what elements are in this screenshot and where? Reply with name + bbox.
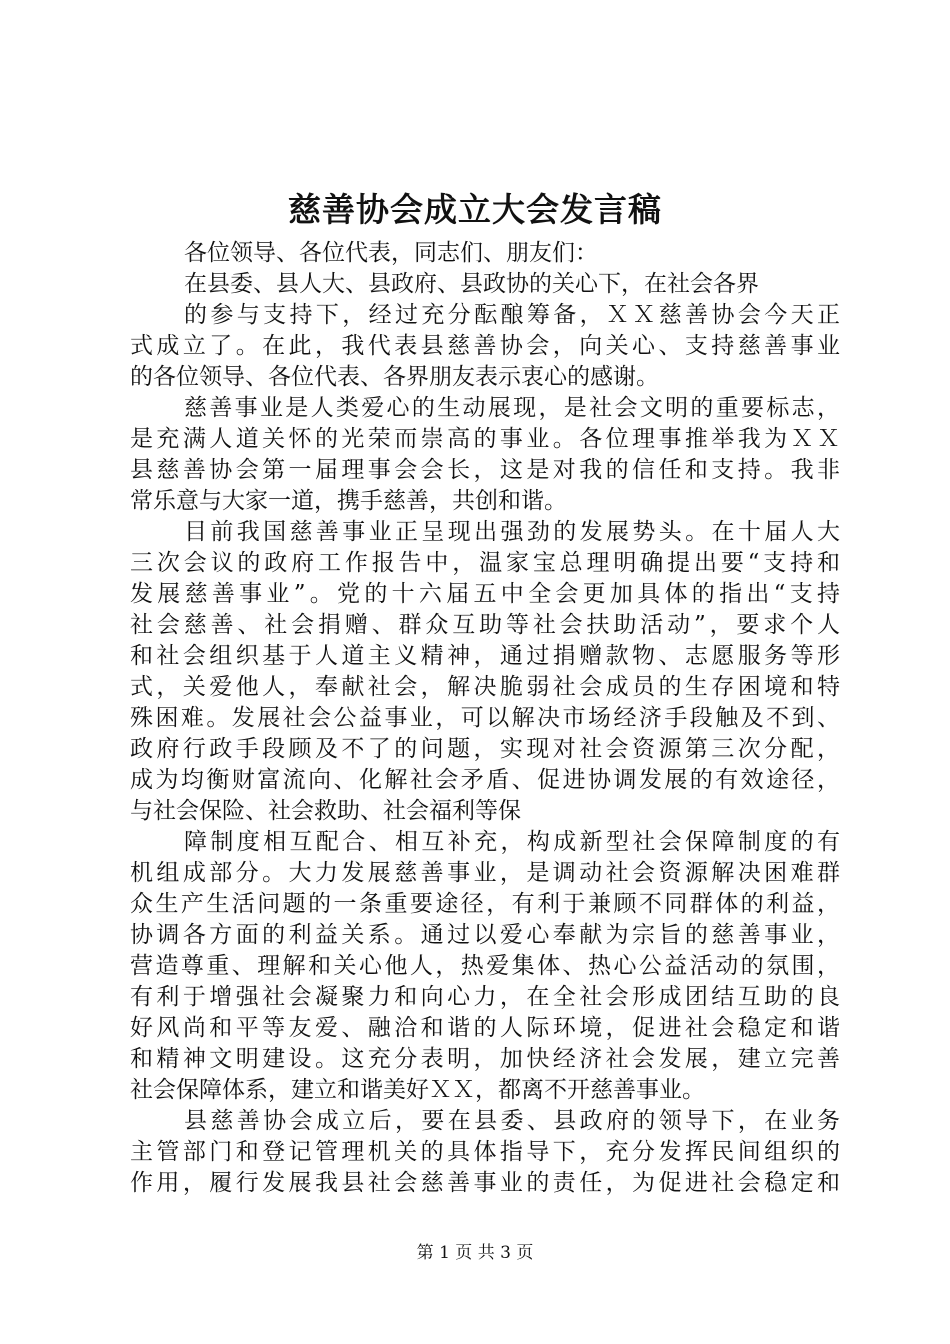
document-title: 慈善协会成立大会发言稿 xyxy=(288,190,662,229)
text-line: 好风尚和平等友爱、融洽和谐的人际环境，促进社会稳定和谐 xyxy=(130,1015,840,1041)
text-line: 作用，履行发展我县社会慈善事业的责任，为促进社会稳定和 xyxy=(130,1170,840,1196)
text-line: 在县委、县人大、县政府、县政协的关心下，在社会各界 xyxy=(184,271,759,297)
text-line: 有利于增强社会凝聚力和向心力，在全社会形成团结互助的良 xyxy=(130,984,840,1010)
text-line: 县慈善协会第一届理事会会长，这是对我的信任和支持。我非 xyxy=(130,457,840,483)
text-line: 机组成部分。大力发展慈善事业，是调动社会资源解决困难群 xyxy=(130,860,840,886)
text-line: 县慈善协会成立后，要在县委、县政府的领导下，在业务 xyxy=(184,1108,840,1134)
page-footer: 第 1 页 共 3 页 xyxy=(416,1243,534,1263)
text-line: 的参与支持下，经过充分酝酿筹备，ＸＸ慈善协会今天正 xyxy=(184,302,840,328)
text-line: 协调各方面的利益关系。通过以爱心奉献为宗旨的慈善事业， xyxy=(130,922,840,948)
text-line: 各位领导、各位代表，同志们、朋友们： xyxy=(184,240,598,266)
text-line: 式成立了。在此，我代表县慈善协会，向关心、支持慈善事业 xyxy=(130,333,840,359)
text-line: 障制度相互配合、相互补充，构成新型社会保障制度的有 xyxy=(184,829,840,855)
text-line: 三次会议的政府工作报告中，温家宝总理明确提出要“支持和 xyxy=(130,550,840,576)
document-body xyxy=(130,238,840,1199)
text-line: 殊困难。发展社会公益事业，可以解决市场经济手段触及不到、 xyxy=(130,705,840,731)
text-line: 的各位领导、各位代表、各界朋友表示衷心的感谢。 xyxy=(130,364,659,390)
text-line: 社会保障体系，建立和谐美好ＸＸ，都离不开慈善事业。 xyxy=(130,1077,705,1103)
text-line: 目前我国慈善事业正呈现出强劲的发展势头。在十届人大 xyxy=(184,519,840,545)
text-line: 社会慈善、社会捐赠、群众互助等社会扶助活动”，要求个人 xyxy=(130,612,840,638)
text-line: 常乐意与大家一道，携手慈善，共创和谐。 xyxy=(130,488,567,514)
text-line: 式，关爱他人，奉献社会，解决脆弱社会成员的生存困境和特 xyxy=(130,674,840,700)
text-line: 营造尊重、理解和关心他人，热爱集体、热心公益活动的氛围， xyxy=(130,953,840,979)
text-line: 与社会保险、社会救助、社会福利等保 xyxy=(130,798,521,824)
text-line: 慈善事业是人类爱心的生动展现，是社会文明的重要标志， xyxy=(184,395,840,421)
text-line: 成为均衡财富流向、化解社会矛盾、促进协调发展的有效途径， xyxy=(130,767,840,793)
text-line: 主管部门和登记管理机关的具体指导下，充分发挥民间组织的 xyxy=(130,1139,840,1165)
text-line: 发展慈善事业”。党的十六届五中全会更加具体的指出“支持 xyxy=(130,581,840,607)
text-line: 和精神文明建设。这充分表明，加快经济社会发展，建立完善 xyxy=(130,1046,840,1072)
text-line: 和社会组织基于人道主义精神，通过捐赠款物、志愿服务等形 xyxy=(130,643,840,669)
text-line: 众生产生活问题的一条重要途径，有利于兼顾不同群体的利益， xyxy=(130,891,840,917)
text-line: 是充满人道关怀的光荣而崇高的事业。各位理事推举我为ＸＸ xyxy=(130,426,840,452)
text-line: 政府行政手段顾及不了的问题，实现对社会资源第三次分配， xyxy=(130,736,840,762)
